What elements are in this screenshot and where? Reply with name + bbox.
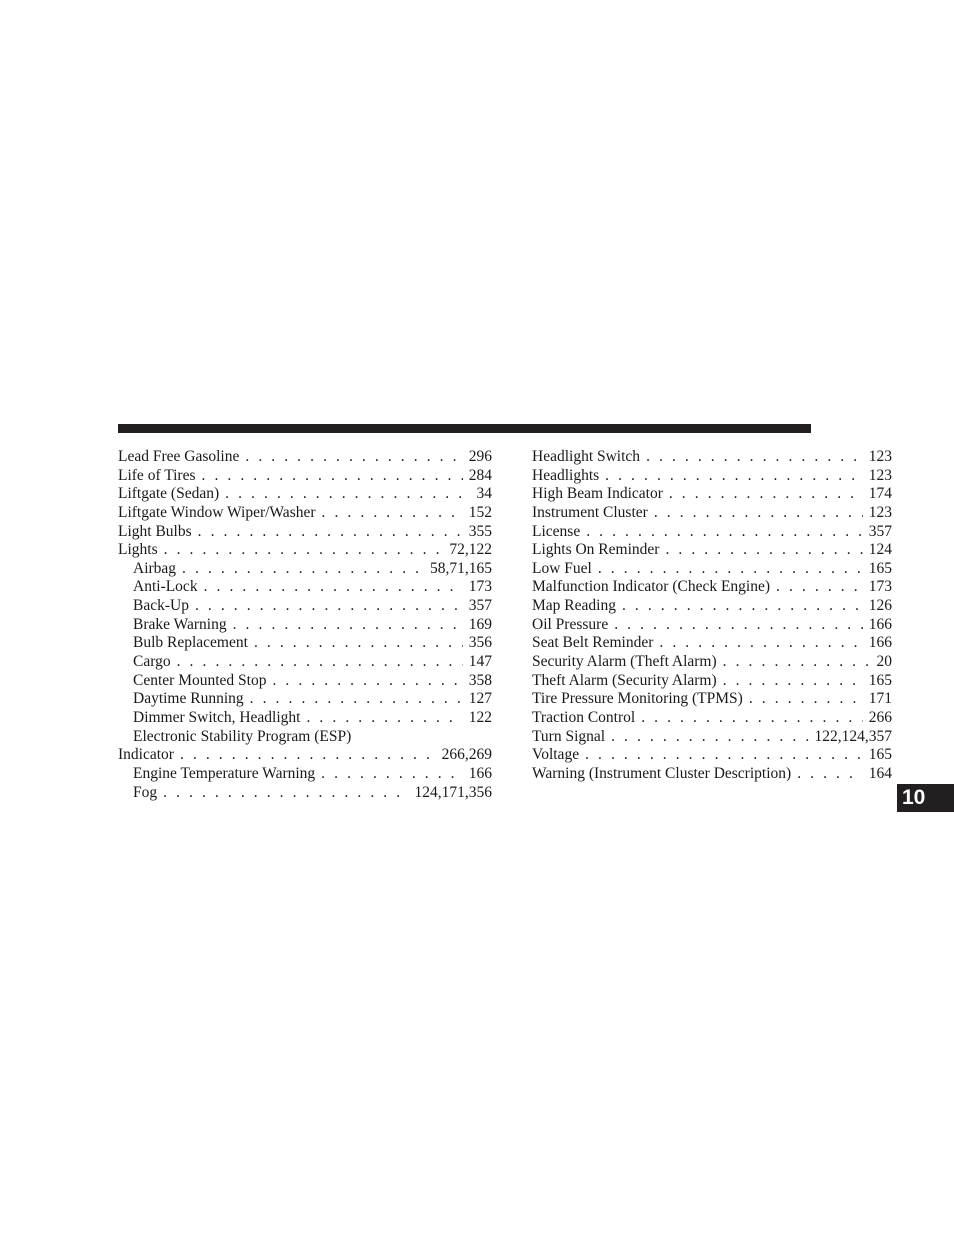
index-entry-page: 152 [468, 503, 492, 521]
dot-leader [163, 784, 408, 803]
index-entry [118, 560, 492, 579]
index-entry-page: 166 [468, 764, 492, 782]
index-entry-label: Map Reading [532, 597, 616, 615]
index-entry [532, 467, 892, 486]
index-entry [118, 709, 492, 728]
dot-leader [646, 448, 863, 467]
index-entry-label: Security Alarm (Theft Alarm) [532, 653, 717, 671]
index-entry [532, 616, 892, 635]
index-entry-label: High Beam Indicator [532, 485, 663, 503]
index-entry [118, 467, 492, 486]
index-entry-page: 124 [868, 541, 892, 559]
index-entry [532, 523, 892, 542]
index-entry [532, 765, 892, 784]
index-entry-page: 164 [868, 764, 892, 782]
index-entry-page: 174 [868, 485, 892, 503]
index-entry-page: 122,124,357 [814, 727, 892, 745]
dot-leader [659, 634, 862, 653]
index-entry-label: Instrument Cluster [532, 503, 648, 521]
index-entry-page: 123 [868, 466, 892, 484]
index-entry [532, 541, 892, 560]
dot-leader [306, 709, 462, 728]
index-entry [532, 728, 892, 747]
dot-leader [177, 653, 463, 672]
dot-leader [723, 672, 863, 691]
index-entry-label: Theft Alarm (Security Alarm) [532, 671, 717, 689]
index-entry-page: 169 [468, 615, 492, 633]
index-entry [118, 504, 492, 523]
index-column-right [532, 448, 892, 784]
index-entry-page: 122 [468, 708, 492, 726]
dot-leader [195, 597, 463, 616]
index-entry-page: 357 [868, 522, 892, 540]
index-entry-page: 173 [468, 578, 492, 596]
index-entry-label: Life of Tires [118, 466, 196, 484]
index-entry-label: Tire Pressure Monitoring (TPMS) [532, 690, 743, 708]
index-entry-label: Cargo [133, 653, 171, 671]
dot-leader [586, 523, 863, 542]
dot-leader [225, 485, 470, 504]
index-entry-label: Lights [118, 541, 158, 559]
index-entry [118, 746, 492, 765]
dot-leader [614, 616, 863, 635]
dot-leader [321, 765, 463, 784]
index-entry [532, 746, 892, 765]
index-entry-label: Light Bulbs [118, 522, 192, 540]
dot-leader [198, 523, 463, 542]
index-entry [532, 485, 892, 504]
index-entry-page: 173 [868, 578, 892, 596]
dot-leader [182, 560, 424, 579]
index-entry-page: 171 [868, 690, 892, 708]
index-entry-page: 166 [868, 634, 892, 652]
index-entry-page: 165 [868, 671, 892, 689]
index-entry-label: Indicator [118, 746, 174, 764]
index-column-left [118, 448, 492, 802]
index-entry [532, 560, 892, 579]
index-entry [532, 448, 892, 467]
index-entry-label: Lights On Reminder [532, 541, 660, 559]
dot-leader [641, 709, 863, 728]
dot-leader [204, 578, 463, 597]
index-entry-page: 126 [868, 597, 892, 615]
dot-leader [164, 541, 444, 560]
dot-leader [749, 690, 863, 709]
index-entry [118, 578, 492, 597]
index-entry-label: Liftgate (Sedan) [118, 485, 220, 503]
index-entry [532, 504, 892, 523]
dot-leader [723, 653, 871, 672]
index-entry-label: Oil Pressure [532, 615, 609, 633]
dot-leader [665, 541, 862, 560]
dot-leader [622, 597, 863, 616]
chapter-tab: 10 [897, 784, 954, 812]
dot-leader [654, 504, 863, 523]
index-entry [118, 634, 492, 653]
header-rule [118, 424, 811, 433]
index-entry-page: 123 [868, 448, 892, 465]
index-entry-page: 266,269 [441, 746, 492, 764]
dot-leader [202, 467, 463, 486]
index-entry-label: Bulb Replacement [133, 634, 248, 652]
index-entry [118, 690, 492, 709]
index-entry [532, 578, 892, 597]
index-entry-label: Anti-Lock [133, 578, 198, 596]
index-entry-label: Lead Free Gasoline [118, 448, 240, 465]
index-entry [118, 765, 492, 784]
dot-leader [272, 672, 462, 691]
dot-leader [233, 616, 463, 635]
index-entry-page: 165 [868, 746, 892, 764]
dot-leader [254, 634, 463, 653]
index-entry [532, 634, 892, 653]
index-entry-label: Headlight Switch [532, 448, 641, 465]
index-entry [532, 690, 892, 709]
index-entry-label: Brake Warning [133, 615, 227, 633]
dot-leader [605, 467, 863, 486]
dot-leader [669, 485, 863, 504]
index-entry-page: 72,122 [449, 541, 492, 559]
dot-leader [180, 746, 436, 765]
dot-leader [611, 728, 808, 747]
index-entry [118, 485, 492, 504]
index-entry [118, 541, 492, 560]
index-entry-page: 356 [468, 634, 492, 652]
index-entry [532, 672, 892, 691]
index-entry [118, 448, 492, 467]
index-entry-page: 20 [876, 653, 892, 671]
index-entry-page: 355 [468, 522, 492, 540]
index-entry [118, 523, 492, 542]
index-entry-label: Center Mounted Stop [133, 671, 267, 689]
dot-leader [776, 578, 863, 597]
index-entry-label: Back-Up [133, 597, 189, 615]
dot-leader [585, 746, 863, 765]
index-entry-label: Daytime Running [133, 690, 244, 708]
index-entry-page: 284 [468, 466, 492, 484]
index-entry-page: 357 [468, 597, 492, 615]
dot-leader [797, 765, 863, 784]
index-entry-page: 358 [468, 671, 492, 689]
index-entry-label: Electronic Stability Program (ESP) [133, 727, 352, 745]
index-entry-page: 166 [868, 615, 892, 633]
index-entry-label: Warning (Instrument Cluster Description) [532, 764, 792, 782]
dot-leader [250, 690, 463, 709]
index-entry [118, 672, 492, 691]
index-entry-label: Voltage [532, 746, 580, 764]
index-entry-page: 124,171,356 [414, 783, 492, 801]
index-entry-page: 123 [868, 503, 892, 521]
index-entry-page: 147 [468, 653, 492, 671]
index-entry-label: Dimmer Switch, Headlight [133, 708, 301, 726]
index-entry-label: License [532, 522, 581, 540]
index-entry [118, 616, 492, 635]
dot-leader [322, 504, 463, 523]
index-entry-label: Fog [133, 783, 158, 801]
index-entry-label: Turn Signal [532, 727, 606, 745]
index-entry-label: Liftgate Window Wiper/Washer [118, 503, 316, 521]
index-entry-page: 127 [468, 690, 492, 708]
index-entry-label: Seat Belt Reminder [532, 634, 654, 652]
index-entry [532, 709, 892, 728]
index-entry-page: 58,71,165 [430, 559, 492, 577]
index-entry-label: Traction Control [532, 708, 636, 726]
index-entry-label: Engine Temperature Warning [133, 764, 316, 782]
index-entry-page: 266 [868, 708, 892, 726]
index-entry [118, 653, 492, 672]
index-entry-label: Malfunction Indicator (Check Engine) [532, 578, 771, 596]
index-entry [532, 597, 892, 616]
index-entry-label: Headlights [532, 466, 600, 484]
index-entry-page: 296 [468, 448, 492, 465]
dot-leader [598, 560, 863, 579]
index-entry-label: Airbag [133, 559, 177, 577]
index-entry [118, 784, 492, 803]
dot-leader [245, 448, 462, 467]
index-entry [118, 597, 492, 616]
index-entry-page: 34 [476, 485, 492, 503]
index-entry [118, 728, 492, 747]
index-entry-label: Low Fuel [532, 559, 592, 577]
index-entry [532, 653, 892, 672]
index-entry-page: 165 [868, 559, 892, 577]
